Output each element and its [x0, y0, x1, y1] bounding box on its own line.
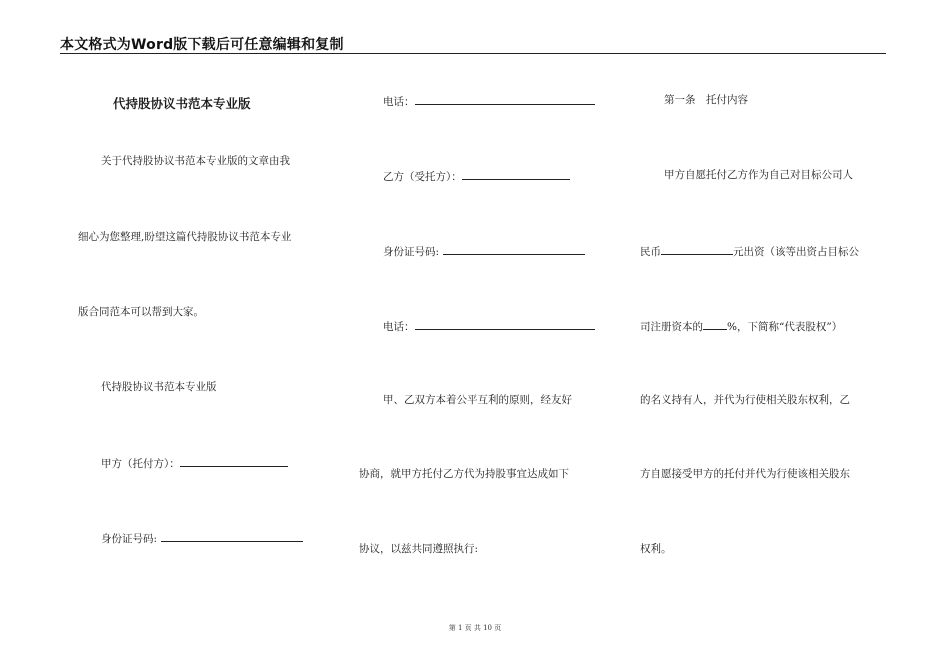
party-a-label: 甲方（托付方）： [101, 458, 180, 470]
document-title: 代持股协议书范本专业版 [113, 96, 251, 111]
intro-line-1: 关于代持股协议书范本专业版的文章由我 [101, 155, 290, 167]
party-b-blank [462, 168, 570, 180]
article-line-6: 权利。 [640, 543, 672, 555]
article-line-3 [640, 318, 842, 334]
agreement-para-line-2: 协商，就甲方托付乙方代为持股事宜达成如下 [359, 468, 569, 480]
party-a-phone-label: 电话： [383, 96, 415, 108]
party-b-id-label: 身份证号码: [383, 246, 440, 258]
header-divider [60, 53, 886, 54]
article-line-3-end: %，下简称“代表股权”） [727, 321, 843, 333]
party-a-phone-blank [415, 93, 595, 105]
article-heading: 第一条 托付内容 [664, 94, 748, 106]
party-a-phone-field [383, 93, 595, 109]
party-b-phone-field [383, 318, 595, 334]
article-line-1: 甲方自愿托付乙方作为自己对目标公司人 [664, 169, 853, 181]
party-a-id-label: 身份证号码: [101, 533, 158, 545]
article-line-2 [640, 243, 859, 259]
party-b-id-field [383, 243, 585, 259]
agreement-para-line-3: 协议，以兹共同遵照执行: [359, 543, 479, 555]
article-line-3-start: 司注册资本的 [640, 321, 703, 333]
page-number: 第 1 页 共 10 页 [448, 624, 502, 632]
article-line-2-start: 民币 [640, 246, 661, 258]
agreement-para-line-1: 甲、乙双方本着公平互利的原则，经友好 [383, 394, 572, 406]
intro-line-3: 版合同范本可以帮到大家。 [78, 306, 204, 318]
party-a-blank [180, 455, 288, 467]
percent-blank [703, 318, 727, 330]
party-a-field [101, 455, 288, 471]
article-line-5: 方自愿接受甲方的托付并代为行使该相关股东 [640, 468, 850, 480]
party-b-phone-blank [415, 318, 595, 330]
amount-blank [661, 243, 733, 255]
party-b-phone-label: 电话： [383, 321, 415, 333]
party-b-id-blank [443, 243, 585, 255]
party-b-label: 乙方（受托方）： [383, 171, 462, 183]
article-line-2-end: 元出资（该等出资占目标公 [733, 246, 859, 258]
intro-line-2: 细心为您整理,盼望这篇代持股协议书范本专业 [78, 231, 292, 243]
document-header: 本文格式为Word版下载后可任意编辑和复制 [60, 37, 344, 53]
section-subtitle: 代持股协议书范本专业版 [101, 381, 217, 393]
party-a-id-field [101, 530, 303, 546]
article-line-4: 的名义持有人，并代为行使相关股东权利，乙 [640, 394, 850, 406]
party-a-id-blank [161, 530, 303, 542]
party-b-field [383, 168, 570, 184]
